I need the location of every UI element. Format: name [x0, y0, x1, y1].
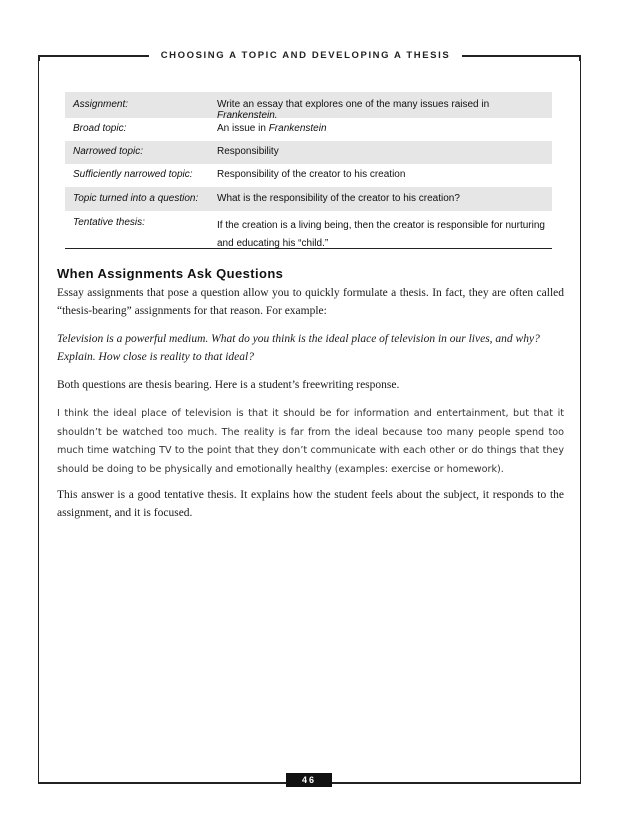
thesis-development-table: [65, 92, 552, 249]
conclusion-paragraph: This answer is a good tentative thesis. It explains how the student feels about the subject, it responds to the assignment, and it is focused.: [57, 489, 564, 519]
row-value: Write an essay that explores one of the many issues raised in Frankenstein.: [217, 99, 490, 121]
table-row: [65, 164, 552, 187]
row-value: Responsibility: [217, 146, 279, 157]
page-number: 46: [286, 773, 332, 787]
row-value: An issue in Frankenstein: [217, 123, 327, 134]
transition-paragraph: Both questions are thesis bearing. Here is a student’s freewriting response.: [57, 379, 400, 391]
row-label: Topic turned into a question:: [73, 193, 199, 204]
running-head: CHOOSING A TOPIC AND DEVELOPING A THESIS: [160, 50, 451, 61]
intro-paragraph: Essay assignments that pose a question allow you to quickly formulate a thesis. In fact, they are often called “thesis-bearing” assignments for that reason. For example:: [57, 287, 564, 317]
row-label: Tentative thesis:: [73, 217, 145, 228]
table-row: [65, 118, 552, 141]
row-value: If the creation is a living being, then the creator is responsible for nurturing and educating his “child.”: [217, 220, 545, 249]
table-row: [65, 211, 552, 249]
table-row: [65, 187, 552, 211]
section-heading: When Assignments Ask Questions: [57, 266, 284, 281]
table-row: [65, 92, 552, 121]
row-value: What is the responsibility of the creator to his creation?: [217, 193, 460, 204]
row-label: Sufficiently narrowed topic:: [73, 169, 193, 180]
student-response: I think the ideal place of television is that it should be for information and entertainment, but that it shouldn’t be watched too much. The reality is far from the ideal because too many people spend too much time watching TV to the point that they don’t communicate with each other or do things that they should be doing to be physically and emotionally healthy (examples: exercise or homework).: [57, 408, 564, 475]
table-row: [65, 141, 552, 164]
row-label: Narrowed topic:: [73, 146, 144, 157]
example-prompt: Television is a powerful medium. What do you think is the ideal place of television in our lives, and why? Explain. How close is reality to that ideal?: [57, 333, 540, 363]
row-label: Broad topic:: [73, 123, 127, 134]
row-label: Assignment:: [73, 99, 129, 110]
row-value: Responsibility of the creator to his creation: [217, 169, 406, 180]
